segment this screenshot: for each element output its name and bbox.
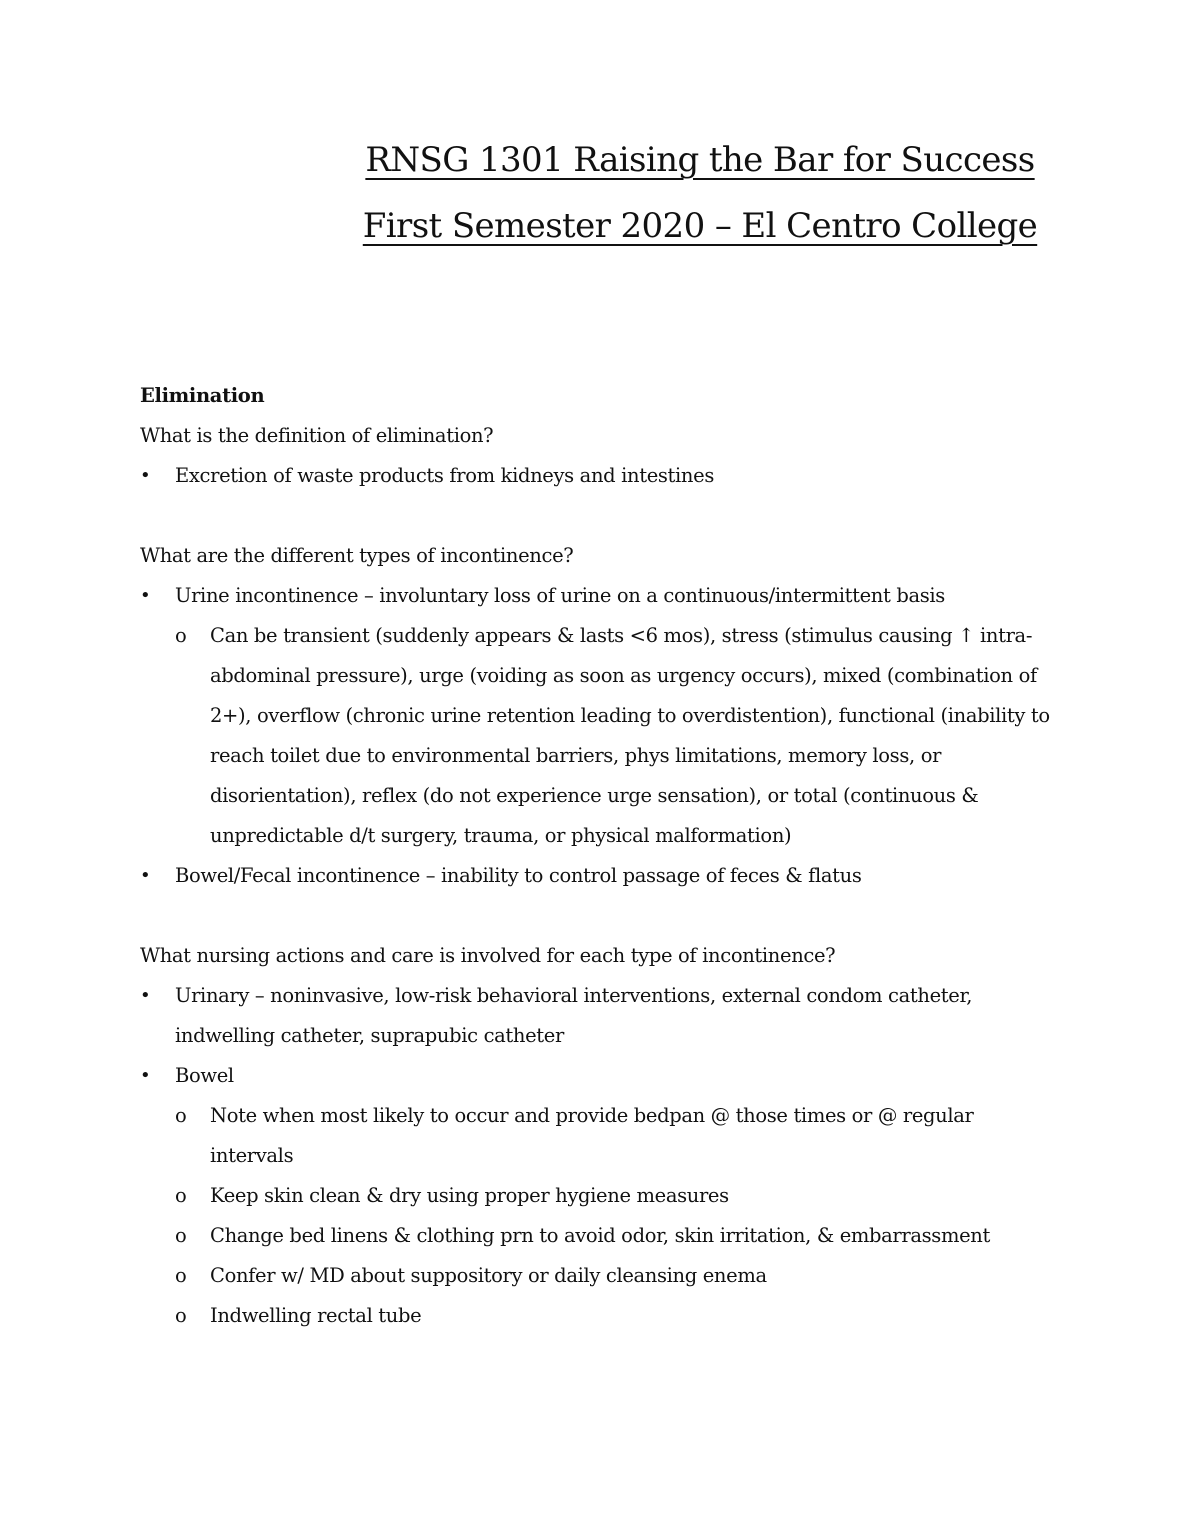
list-item [140,1056,1060,1336]
sub-list-item-text: Change bed linens & clothing prn to avoid odor, skin irritation, & embarrassment [210,1224,990,1247]
list-item [140,576,1060,856]
list-item [140,456,1060,496]
bullet-marker: • [140,985,151,1006]
bullet-marker: • [140,1065,151,1086]
document-body [140,376,1060,1336]
sub-bullet-marker: o [175,1304,187,1327]
sub-list-item-text: Indwelling rectal tube [210,1304,422,1327]
list-item-text: Bowel [175,1064,234,1087]
sub-list-item-text: Confer w/ MD about suppository or daily cleansing enema [210,1264,767,1287]
answer-list-definition [140,456,1060,496]
bullet-marker: • [140,865,151,886]
sub-list-item-text: Note when most likely to occur and provide bedpan @ those times or @ regular intervals [210,1104,974,1167]
list-item-text: Urine incontinence – involuntary loss of urine on a continuous/intermittent basis [175,584,945,607]
list-item [140,856,1060,896]
bullet-marker: • [140,585,151,606]
question-nursing-actions: What nursing actions and care is involved for each type of incontinence? [140,944,836,967]
sub-list-item [175,1296,1060,1336]
bullet-marker: • [140,465,151,486]
sub-bullet-marker: o [175,1104,187,1127]
list-item-text: Urinary – noninvasive, low-risk behavioral interventions, external condom catheter, indwelling catheter, suprapubic catheter [175,984,973,1047]
section-heading: Elimination [140,384,265,407]
sub-list-item [175,1176,1060,1216]
spacer [140,896,1060,936]
answer-list-nursing-actions [140,976,1060,1336]
list-item-text: Bowel/Fecal incontinence – inability to control passage of feces & flatus [175,864,862,887]
sub-list-item-text: Can be transient (suddenly appears & lasts <6 mos), stress (stimulus causing ↑ intra-abdominal pressure), urge (voiding as soon as urgency occurs), mixed (combination of 2+), overflow (chronic urine retention leading to overdistention), functional (inability to reach toilet due to environmental barriers, phys limitations, memory loss, or disorientation), reflex (do not experience urge sensation), or total (continuous & unpredictable d/t surgery, trauma, or physical malformation) [210,624,1050,847]
sub-bullet-marker: o [175,624,187,647]
sub-list-item-text: Keep skin clean & dry using proper hygiene measures [210,1184,729,1207]
sub-list-item [175,1256,1060,1296]
sub-bullet-marker: o [175,1184,187,1207]
document-title-line-1: RNSG 1301 Raising the Bar for Success [365,140,1035,180]
sub-list [175,616,1060,856]
answer-list-incontinence-types [140,576,1060,896]
sub-list-item [175,616,1060,856]
spacer [140,496,1060,536]
question-incontinence-types: What are the different types of incontinence? [140,544,574,567]
sub-list [175,1096,1060,1336]
list-item-text: Excretion of waste products from kidneys and intestines [175,464,714,487]
sub-bullet-marker: o [175,1224,187,1247]
sub-list-item [175,1216,1060,1256]
question-definition: What is the definition of elimination? [140,424,494,447]
sub-list-item [175,1096,1060,1176]
list-item [140,976,1060,1056]
document-title-line-2: First Semester 2020 – El Centro College [362,206,1038,246]
sub-bullet-marker: o [175,1264,187,1287]
